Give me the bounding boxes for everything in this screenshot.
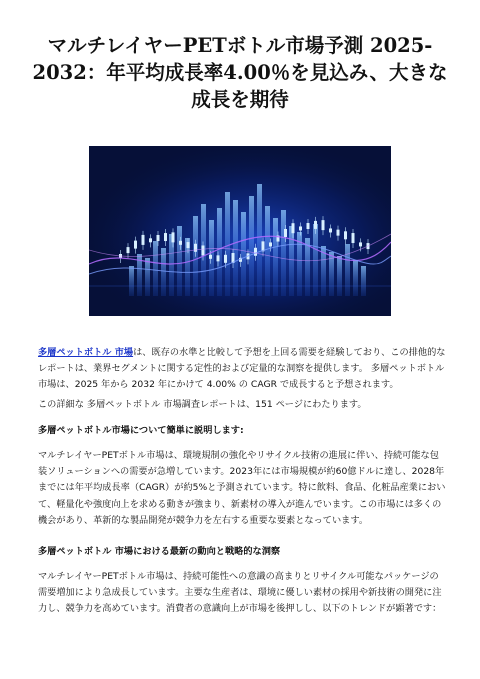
decorative-candle	[142, 235, 145, 245]
decorative-candle	[187, 242, 190, 248]
decorative-candle	[329, 228, 332, 232]
decorative-candle	[322, 220, 325, 230]
decorative-candle	[344, 231, 347, 239]
decorative-candle	[299, 226, 302, 230]
decorative-bar	[177, 226, 182, 296]
decorative-bar	[361, 266, 366, 296]
decorative-bar	[337, 256, 342, 296]
decorative-candle	[224, 255, 227, 263]
decorative-candle	[127, 247, 130, 253]
decorative-candle	[359, 242, 362, 246]
intro-text: は、既存の水準と比較して予想を上回る需要を経験しており、この排他的なレポートは、業界セグメントに関する定性的および定量的な洞察を提供します。 多層ペットボトル 市場は、2025 年から 2032 年にかけて 4.00% の CAGR で成長すると予想されます。	[38, 347, 446, 391]
decorative-candle	[194, 244, 197, 252]
decorative-bar	[233, 200, 238, 296]
decorative-candle	[314, 221, 317, 229]
decorative-candle	[149, 238, 152, 242]
decorative-candle	[202, 245, 205, 255]
section-heading-overview: 多層ペットボトル市場について簡単に説明します:	[38, 425, 244, 436]
hero-image	[89, 146, 391, 316]
decorative-bar	[353, 260, 358, 296]
page-title: マルチレイヤーPETボトル市場予測 2025-2032：年平均成長率4.00％を見込み、大きな成長を期待	[32, 34, 448, 111]
decorative-candle	[209, 255, 212, 259]
decorative-candle	[157, 235, 160, 241]
decorative-bar	[241, 212, 246, 296]
decorative-candle	[292, 223, 295, 233]
decorative-bar	[249, 196, 254, 296]
decorative-candle	[352, 233, 355, 243]
decorative-bar	[265, 206, 270, 296]
decorative-bar	[153, 241, 158, 296]
decorative-bar	[313, 224, 318, 296]
decorative-candle	[269, 242, 272, 246]
decorative-bar	[129, 266, 134, 296]
decorative-candle	[254, 248, 257, 256]
decorative-bar	[281, 210, 286, 296]
decorative-bar	[257, 184, 262, 296]
decorative-bar	[161, 248, 166, 296]
section-body-overview: マルチレイヤーPETボトル市場は、環境規制の強化やリサイクル技術の進展に伴い、持続可能な包装ソリューションへの需要が急増しています。2023年には市場規模が約60億ドルに達し、2028年までには年平均成長率（CAGR）が約5%と予測されています。特に飲料、食品、化粧品産業において、軽量化や強度向上を求める動きが強まり、新素材の導入が進んでいます。この市場には多くの機会があり、革新的な製品開発が競争力を左右する重要な要素となっています。	[38, 450, 446, 526]
section-body-trends: マルチレイヤーPETボトル市場は、持続可能性への意識の高まりとリサイクル可能なパッケージの需要増加により急成長しています。主要な生産者は、環境に優しい素材の採用や新技術の開発に注力し、競争力を高めています。消費者の意識向上が市場を後押しし、以下のトレンドが顕著です：	[38, 571, 442, 615]
market-report-link[interactable]: 多層ペットボトル 市場	[38, 347, 134, 358]
decorative-candle	[217, 255, 220, 261]
decorative-candle	[179, 241, 182, 245]
financial-chart-image	[89, 146, 391, 316]
decorative-candle	[172, 232, 175, 242]
decorative-candle	[307, 223, 310, 229]
decorative-candle	[164, 233, 167, 241]
decorative-candle	[337, 230, 340, 236]
decorative-candle	[134, 241, 137, 249]
decorative-bar	[225, 192, 230, 296]
report-page-count: この詳細な 多層ペットボトル 市場調査レポートは、151 ページにわたります。	[38, 399, 367, 410]
decorative-bar	[345, 244, 350, 296]
section-heading-trends: 多層ペットボトル 市場における最新の動向と戦略的な洞察	[38, 546, 281, 557]
decorative-bar	[145, 258, 150, 296]
intro-paragraph	[38, 345, 446, 394]
decorative-candle	[284, 229, 287, 237]
